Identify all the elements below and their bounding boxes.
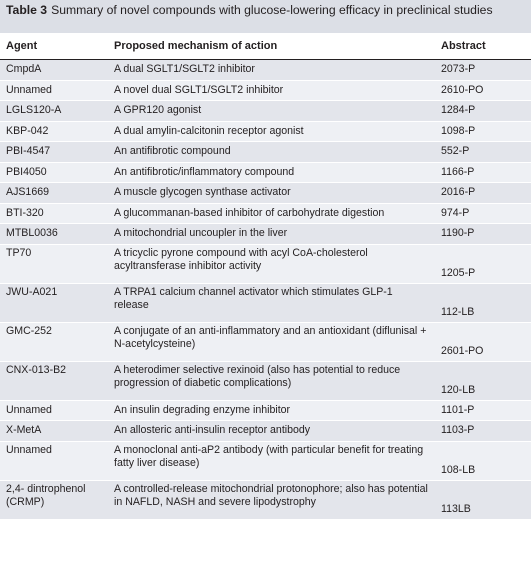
abstract-cell: 1205-P: [435, 244, 531, 283]
agent-cell: TP70: [0, 244, 108, 283]
table-row: [0, 121, 531, 142]
header-abstract: Abstract: [435, 33, 531, 60]
mechanism-cell: A mitochondrial uncoupler in the liver: [108, 224, 435, 245]
abstract-cell: 974-P: [435, 203, 531, 224]
compounds-table: [0, 33, 531, 520]
abstract-cell: 2601-PO: [435, 322, 531, 361]
table-row: [0, 421, 531, 442]
mechanism-cell: A heterodimer selective rexinoid (also has potential to reduce progression of diabetic complications): [108, 361, 435, 400]
mechanism-cell: A TRPA1 calcium channel activator which stimulates GLP-1 release: [108, 283, 435, 322]
abstract-cell: 1284-P: [435, 101, 531, 122]
mechanism-cell: An insulin degrading enzyme inhibitor: [108, 400, 435, 421]
header-agent: Agent: [0, 33, 108, 60]
agent-cell: AJS1669: [0, 183, 108, 204]
table-body: [0, 60, 531, 520]
abstract-cell: 120-LB: [435, 361, 531, 400]
abstract-cell: 2073-P: [435, 60, 531, 81]
abstract-cell: 1101-P: [435, 400, 531, 421]
agent-cell: BTI-320: [0, 203, 108, 224]
table-row: [0, 183, 531, 204]
abstract-cell: 1103-P: [435, 421, 531, 442]
abstract-cell: 2610-PO: [435, 80, 531, 101]
agent-cell: CmpdA: [0, 60, 108, 81]
table-row: [0, 60, 531, 81]
table-row: [0, 80, 531, 101]
table-row: [0, 244, 531, 283]
table-caption: [0, 0, 531, 33]
agent-cell: MTBL0036: [0, 224, 108, 245]
table-row: [0, 203, 531, 224]
abstract-cell: 1190-P: [435, 224, 531, 245]
mechanism-cell: A GPR120 agonist: [108, 101, 435, 122]
agent-cell: Unnamed: [0, 80, 108, 101]
table-row: [0, 361, 531, 400]
agent-cell: Unnamed: [0, 400, 108, 421]
table-row: [0, 322, 531, 361]
table-row: [0, 480, 531, 519]
table-row: [0, 224, 531, 245]
agent-cell: KBP-042: [0, 121, 108, 142]
header-row: [0, 33, 531, 60]
abstract-cell: 108-LB: [435, 441, 531, 480]
table-row: [0, 400, 531, 421]
abstract-cell: 1098-P: [435, 121, 531, 142]
mechanism-cell: A tricyclic pyrone compound with acyl CoA-cholesterol acyltransferase inhibitor activity: [108, 244, 435, 283]
agent-cell: PBI4050: [0, 162, 108, 183]
mechanism-cell: A novel dual SGLT1/SGLT2 inhibitor: [108, 80, 435, 101]
agent-cell: GMC-252: [0, 322, 108, 361]
mechanism-cell: A controlled-release mitochondrial protonophore; also has potential in NAFLD, NASH and severe lipodystrophy: [108, 480, 435, 519]
agent-cell: 2,4- dintrophenol (CRMP): [0, 480, 108, 519]
agent-cell: LGLS120-A: [0, 101, 108, 122]
table-row: [0, 162, 531, 183]
abstract-cell: 113LB: [435, 480, 531, 519]
caption-label: Table 3: [6, 3, 48, 17]
agent-cell: CNX-013-B2: [0, 361, 108, 400]
table-row: [0, 441, 531, 480]
mechanism-cell: A dual amylin-calcitonin receptor agonist: [108, 121, 435, 142]
agent-cell: X-MetA: [0, 421, 108, 442]
abstract-cell: 112-LB: [435, 283, 531, 322]
mechanism-cell: An antifibrotic/inflammatory compound: [108, 162, 435, 183]
agent-cell: Unnamed: [0, 441, 108, 480]
table-row: [0, 101, 531, 122]
abstract-cell: 2016-P: [435, 183, 531, 204]
mechanism-cell: An antifibrotic compound: [108, 142, 435, 163]
agent-cell: JWU-A021: [0, 283, 108, 322]
caption-title: Summary of novel compounds with glucose-lowering efficacy in preclinical studies: [51, 3, 493, 17]
mechanism-cell: A muscle glycogen synthase activator: [108, 183, 435, 204]
mechanism-cell: A dual SGLT1/SGLT2 inhibitor: [108, 60, 435, 81]
agent-cell: PBI-4547: [0, 142, 108, 163]
mechanism-cell: An allosteric anti-insulin receptor antibody: [108, 421, 435, 442]
mechanism-cell: A monoclonal anti-aP2 antibody (with particular benefit for treating fatty liver disease): [108, 441, 435, 480]
abstract-cell: 1166-P: [435, 162, 531, 183]
table-row: [0, 283, 531, 322]
table-row: [0, 142, 531, 163]
header-mechanism: Proposed mechanism of action: [108, 33, 435, 60]
mechanism-cell: A glucommanan-based inhibitor of carbohydrate digestion: [108, 203, 435, 224]
mechanism-cell: A conjugate of an anti-inflammatory and an antioxidant (diflunisal + N-acetylcysteine): [108, 322, 435, 361]
abstract-cell: 552-P: [435, 142, 531, 163]
